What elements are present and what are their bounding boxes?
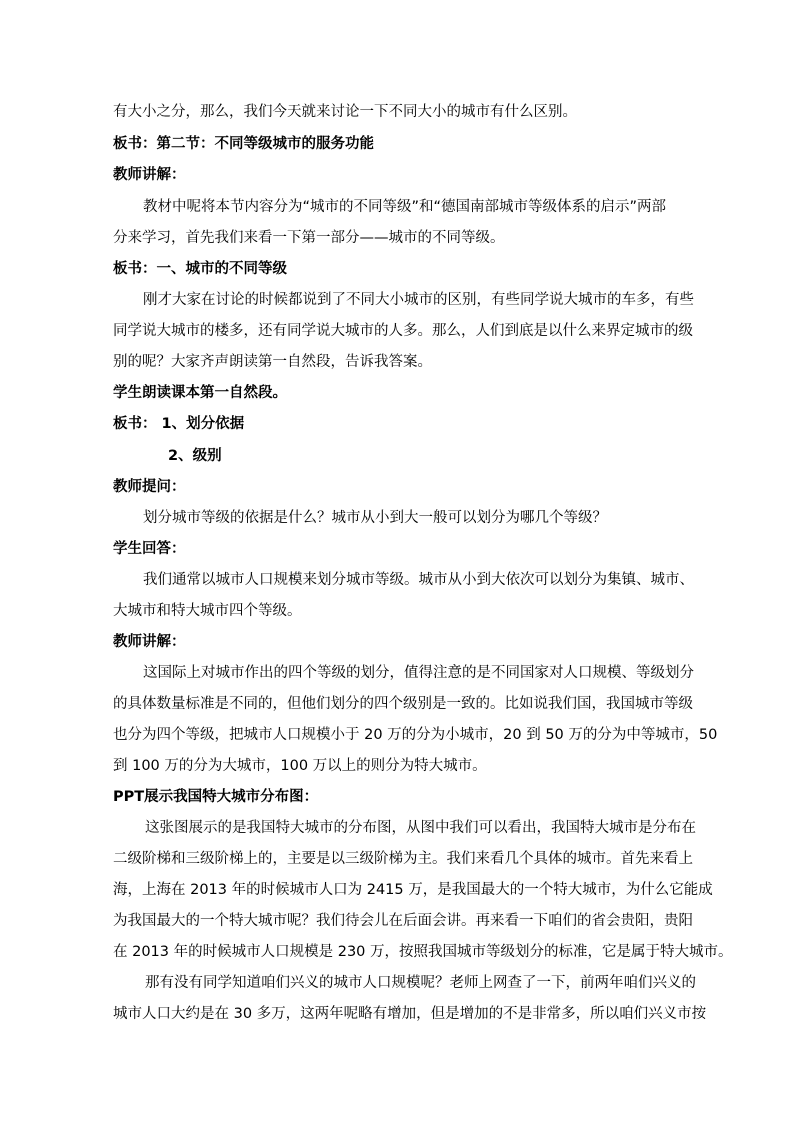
text-line: 那有没有同学知道咱们兴义的城市人口规模呢？老师上网查了一下，前两年咱们兴义的 [145, 975, 696, 991]
text-line: 海，上海在 2013 年的时候城市人口为 2415 万，是我国最大的一个特大城市，为什么它能成 [113, 882, 713, 898]
text-line: 别的呢？大家齐声朗读第一自然段，告诉我答案。 [113, 354, 432, 370]
text-line: 我们通常以城市人口规模来划分城市等级。城市从小到大依次可以划分为集镇、城市、 [143, 572, 694, 588]
ppt-heading: PPT展示我国特大城市分布图： [113, 789, 319, 805]
board-heading: 板书：第二节：不同等级城市的服务功能 [113, 136, 374, 152]
text-line: 大城市和特大城市四个等级。 [113, 603, 302, 619]
text-line: 的具体数量标准是不同的，但他们划分的四个级别是一致的。比如说我们国，我国城市等级 [113, 696, 693, 712]
text-line: 二级阶梯和三级阶梯上的，主要是以三级阶梯为主。我们来看几个具体的城市。首先来看上 [113, 851, 693, 867]
text-line: 到 100 万的分为大城市，100 万以上的则分为特大城市。 [113, 758, 487, 774]
text-line: 同学说大城市的楼多，还有同学说大城市的人多。那么，人们到底是以什么来界定城市的级 [113, 323, 693, 339]
text-line: 分来学习，首先我们来看一下第一部分——城市的不同等级。 [113, 230, 505, 246]
text-line: 为我国最大的一个特大城市呢？我们待会儿在后面会讲。再来看一下咱们的省会贵阳，贵阳 [113, 913, 693, 929]
student-answer-label: 学生回答： [113, 541, 186, 557]
text-line: 在 2013 年的时候城市人口规模是 230 万，按照我国城市等级划分的标准，它是属于特大城市。 [113, 944, 733, 960]
text-line: 城市人口大约是在 30 多万，这两年呢略有增加，但是增加的不是非常多，所以咱们兴义市按 [113, 1006, 707, 1022]
student-action: 学生朗读课本第一自然段。 [113, 385, 287, 401]
teacher-question-label: 教师提问： [113, 479, 186, 495]
text-line: 教材中呢将本节内容分为“城市的不同等级”和“德国南部城市等级体系的启示”两部 [143, 199, 667, 215]
text-line: 也分为四个等级，把城市人口规模小于 20 万的分为小城市，20 到 50 万的分为中等城市，50 [113, 727, 718, 743]
text-line: 这张图展示的是我国特大城市的分布图，从图中我们可以看出，我国特大城市是分布在 [145, 820, 696, 836]
text-line: 这国际上对城市作出的四个等级的划分，值得注意的是不同国家对人口规模、等级划分 [143, 665, 694, 681]
board-subitem: 2、级别 [168, 448, 222, 464]
text-line: 有大小之分，那么，我们今天就来讨论一下不同大小的城市有什么区别。 [113, 104, 577, 120]
teacher-label: 教师讲解： [113, 167, 186, 183]
board-heading: 板书：一、城市的不同等级 [113, 261, 287, 277]
text-line: 划分城市等级的依据是什么？城市从小到大一般可以划分为哪几个等级？ [143, 510, 607, 526]
teacher-label: 教师讲解： [113, 634, 186, 650]
text-line: 刚才大家在讨论的时候都说到了不同大小城市的区别，有些同学说大城市的车多，有些 [143, 292, 694, 308]
board-heading: 板书： 1、划分依据 [113, 416, 245, 432]
